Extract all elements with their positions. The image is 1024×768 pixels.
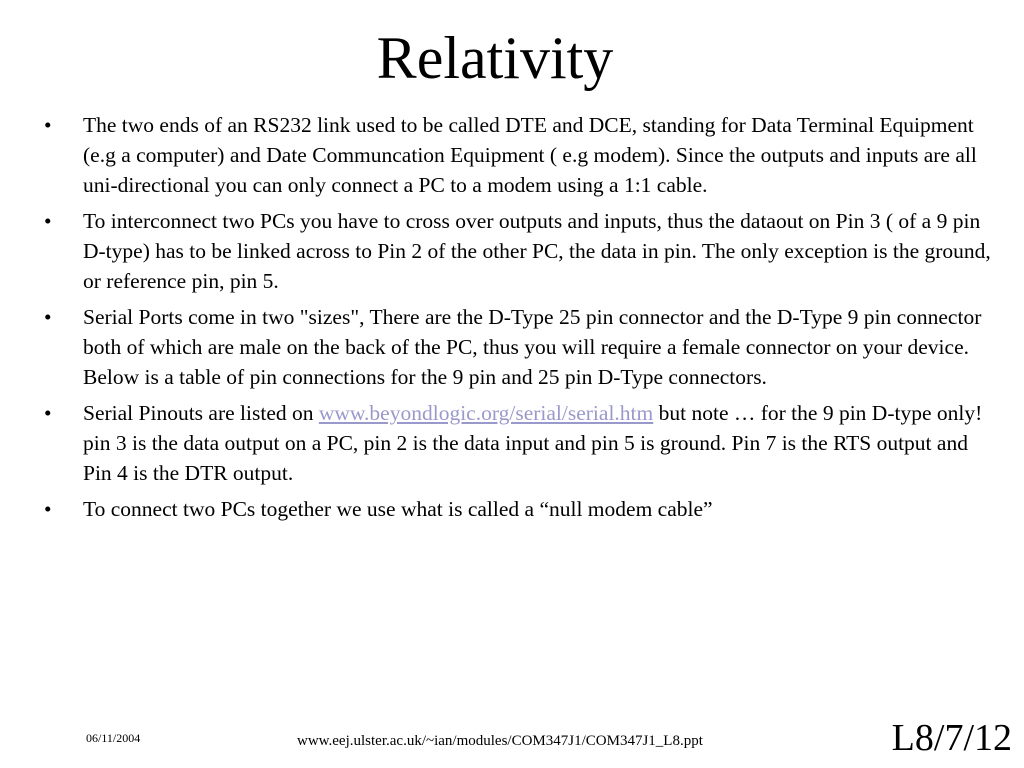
bullet-dot: • (44, 497, 52, 521)
bullet-list (44, 110, 994, 530)
slide-title: Relativity (376, 25, 614, 91)
bullet-text: To interconnect two PCs you have to cross over outputs and inputs, thus the dataout on Pin 3 ( of a 9 pin D-type) has to be linked across to Pin 2 of the other PC, the data in pin. The only exception is the ground, or reference pin, pin 5. (83, 209, 991, 293)
bullet-item-interconnect-pcs (44, 206, 994, 296)
bullet-text: The two ends of an RS232 link used to be called DTE and DCE, standing for Data Terminal Equipment (e.g a computer) and Date Communcation Equipment ( e.g modem). Since the outputs and inputs are all uni-directional you can only connect a PC to a modem using a 1:1 cable. (83, 113, 977, 197)
bullet-item-serial-port-sizes (44, 302, 994, 392)
bullet-item-serial-pinouts (44, 398, 994, 488)
bullet-dot: • (44, 209, 52, 233)
bullet-text-after-link: but note … for the 9 pin D-type only! pin 3 is the data output on a PC, pin 2 is the data input and pin 5 is ground. Pin 7 is the RTS output and Pin 4 is the DTR output. (83, 401, 983, 485)
beyondlogic-link[interactable]: www.beyondlogic.org/serial/serial.htm (318, 401, 654, 425)
slide-number: L8/7/12 (891, 717, 1012, 759)
footer-url: www.eej.ulster.ac.uk/~ian/modules/COM347J1/COM347J1_L8.ppt (297, 733, 703, 749)
bullet-text-before-link: Serial Pinouts are listed on (83, 401, 319, 425)
bullet-item-rs232-ends (44, 110, 994, 200)
bullet-dot: • (44, 401, 52, 425)
footer-date: 06/11/2004 (86, 731, 141, 745)
bullet-item-null-modem (44, 494, 994, 524)
bullet-text: To connect two PCs together we use what is called a “null modem cable” (83, 497, 713, 521)
bullet-text: Serial Ports come in two "sizes", There are the D-Type 25 pin connector and the D-Type 9 pin connector both of which are male on the back of the PC, thus you will require a female connector on your device. Below is a table of pin connections for the 9 pin and 25 pin D-Type connectors. (83, 305, 982, 389)
bullet-dot: • (44, 305, 52, 329)
bullet-dot: • (44, 113, 52, 137)
